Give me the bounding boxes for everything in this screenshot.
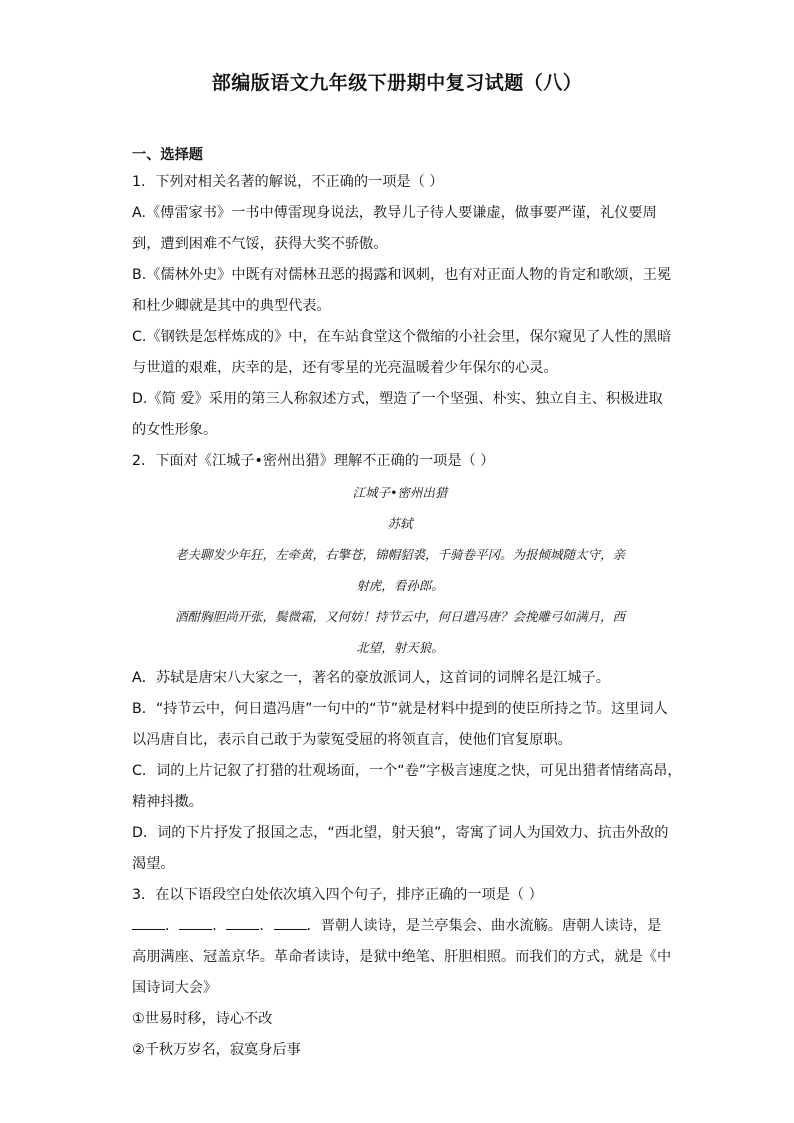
question-1 [132,167,672,446]
question-3-passage-line1-text: ．晋朝人读诗，是兰亭集会、曲水流觞。唐朝人读诗，是 [306,918,662,934]
question-1-option-c-line1: C.《钢铁是怎样炼成的》中，在车站食堂这个微缩的小社会里，保尔窥见了人性的黑暗 [132,329,672,345]
question-1-option-d-line1: D.《简 爱》采用的第三人称叙述方式，塑造了一个坚强、朴实、独立自主、积极进取 [132,391,663,407]
question-1-option-b-line1: B.《儒林外史》中既有对儒林丑恶的揭露和讽刺，也有对正面人物的肯定和歌颂，王冕 [132,267,672,283]
fill-blank-4 [274,915,307,930]
question-3-passage-line1: ． ． ． ．晋朝人读诗，是兰亭集会、曲水流觞。唐朝人读诗，是 [132,911,668,942]
poem-verse-2-line2: 北望，射天狼。 [356,640,444,655]
question-2-option-c-line2: 精神抖擞。 [132,794,203,810]
question-1-option-b-line2: 和杜少卿就是其中的典型代表。 [132,298,331,314]
question-2 [132,446,682,880]
poem-title: 江城子•密州出猎 [352,485,448,500]
question-2-option-b-line1: B．“持节云中，何日遣冯唐”一句中的“节”就是材料中提到的使臣所持之节。这里词人 [132,701,668,717]
page-title: 部编版语文九年级下册期中复习试题（八） [211,72,583,94]
question-2-option-a-line1: A．苏轼是唐宋八大家之一，著名的豪放派词人，这首词的词牌名是江城子。 [132,670,610,686]
question-3-passage-line2: 高朋满座、冠盖京华。革命者读诗，是狱中绝笔、肝胆相照。而我们的方式，就是《中 [132,949,672,965]
poem-verse-1-line2: 射虎，看孙郎。 [356,578,444,593]
question-3-stem: 3．在以下语段空白处依次填入四个句子，排序正确的一项是（ ） [132,887,543,903]
question-1-option-d-line2: 的女性形象。 [132,422,218,438]
question-3-option-2: ②千秋万岁名，寂寞身后事 [132,1042,301,1058]
fill-blank-1 [132,915,165,930]
question-3-passage-line3: 国诗词大会》 [132,980,218,996]
section-heading: 一、选择题 [132,147,203,163]
question-2-option-d-line2: 渴望。 [132,856,175,872]
question-3-option-1: ①世易时移，诗心不改 [132,1011,273,1027]
question-2-stem: 2．下面对《江城子•密州出猎》理解不正确的一项是（ ） [132,453,495,469]
poem-block [132,477,668,663]
question-1-option-a-line1: A.《傅雷家书》一书中傅雷现身说法，教导儿子待人要谦虚，做事要严谨，礼仪要周 [132,205,657,221]
document-body [132,143,682,1066]
poem-verse-1-line1: 老夫聊发少年狂，左牵黄，右擎苍，锦帽貂裘，千骑卷平冈。为报倾城随太守，亲 [174,547,625,562]
question-2-option-c-line1: C．词的上片记叙了打猎的壮观场面，一个“卷”字极言速度之快，可见出猎者情绪高昂， [132,763,682,779]
question-1-option-a-line2: 到，遭到困难不气馁，获得大奖不骄傲。 [132,236,388,252]
fill-blank-3 [226,915,259,930]
question-1-option-c-line2: 与世道的艰难，庆幸的是，还有零星的光亮温暖着少年保尔的心灵。 [132,360,558,376]
question-2-option-b-line2: 以冯唐自比，表示自己敢于为蒙冤受屈的将领直言，使他们官复原职。 [132,732,572,748]
poem-verse-2-line1: 酒酣胸胆尚开张，鬓微霜，又何妨！持节云中，何日遣冯唐？会挽雕弓如满月，西 [174,609,625,624]
fill-blank-2 [179,915,212,930]
poem-author: 苏轼 [387,516,413,531]
question-3 [132,880,672,1066]
question-2-option-d-line1: D．词的下片抒发了报国之志，“西北望，射天狼”，寄寓了词人为国效力、抗击外敌的 [132,825,669,841]
question-1-stem: 1．下列对相关名著的解说，不正确的一项是（ ） [132,174,444,190]
